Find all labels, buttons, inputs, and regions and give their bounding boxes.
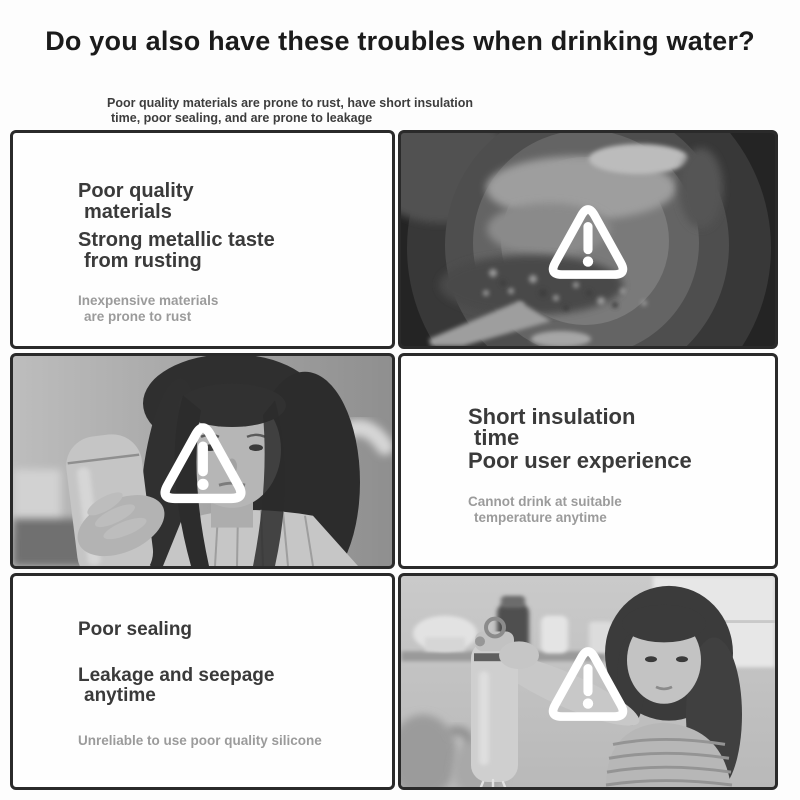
card-heading-2: Poor user experience [468, 448, 692, 473]
subtitle-line-2: time, poor sealing, and are prone to leakage [111, 111, 373, 125]
card-heading-1: Poor quality materials [78, 180, 194, 223]
panel-kitchen-woman-photo [398, 573, 778, 790]
warning-triangle-icon [151, 413, 255, 509]
panel-worried-woman-photo [10, 353, 395, 569]
warning-triangle-icon [540, 195, 636, 283]
card-note: Inexpensive materials are prone to rust [78, 293, 219, 324]
subtitle [107, 96, 473, 126]
panel-rusty-pot-photo [398, 130, 778, 349]
card-heading-2: Leakage and seepage anytime [78, 665, 275, 706]
card-note: Unreliable to use poor quality silicone [78, 733, 322, 748]
card-note: Cannot drink at suitable temperature anytime [468, 494, 622, 525]
card-heading-2: Strong metallic taste from rusting [78, 229, 275, 272]
panel-poor-quality-materials [10, 130, 395, 349]
panel-poor-sealing [10, 573, 395, 790]
card-heading-1: Short insulation time [468, 404, 636, 450]
panel-grid [10, 130, 778, 790]
warning-triangle-icon [540, 637, 636, 725]
page-title: Do you also have these troubles when drinking water? [45, 26, 755, 56]
panel-short-insulation-time [398, 353, 778, 569]
subtitle-line-1: Poor quality materials are prone to rust, have short insulation [107, 96, 474, 110]
card-heading-1: Poor sealing [78, 619, 193, 640]
